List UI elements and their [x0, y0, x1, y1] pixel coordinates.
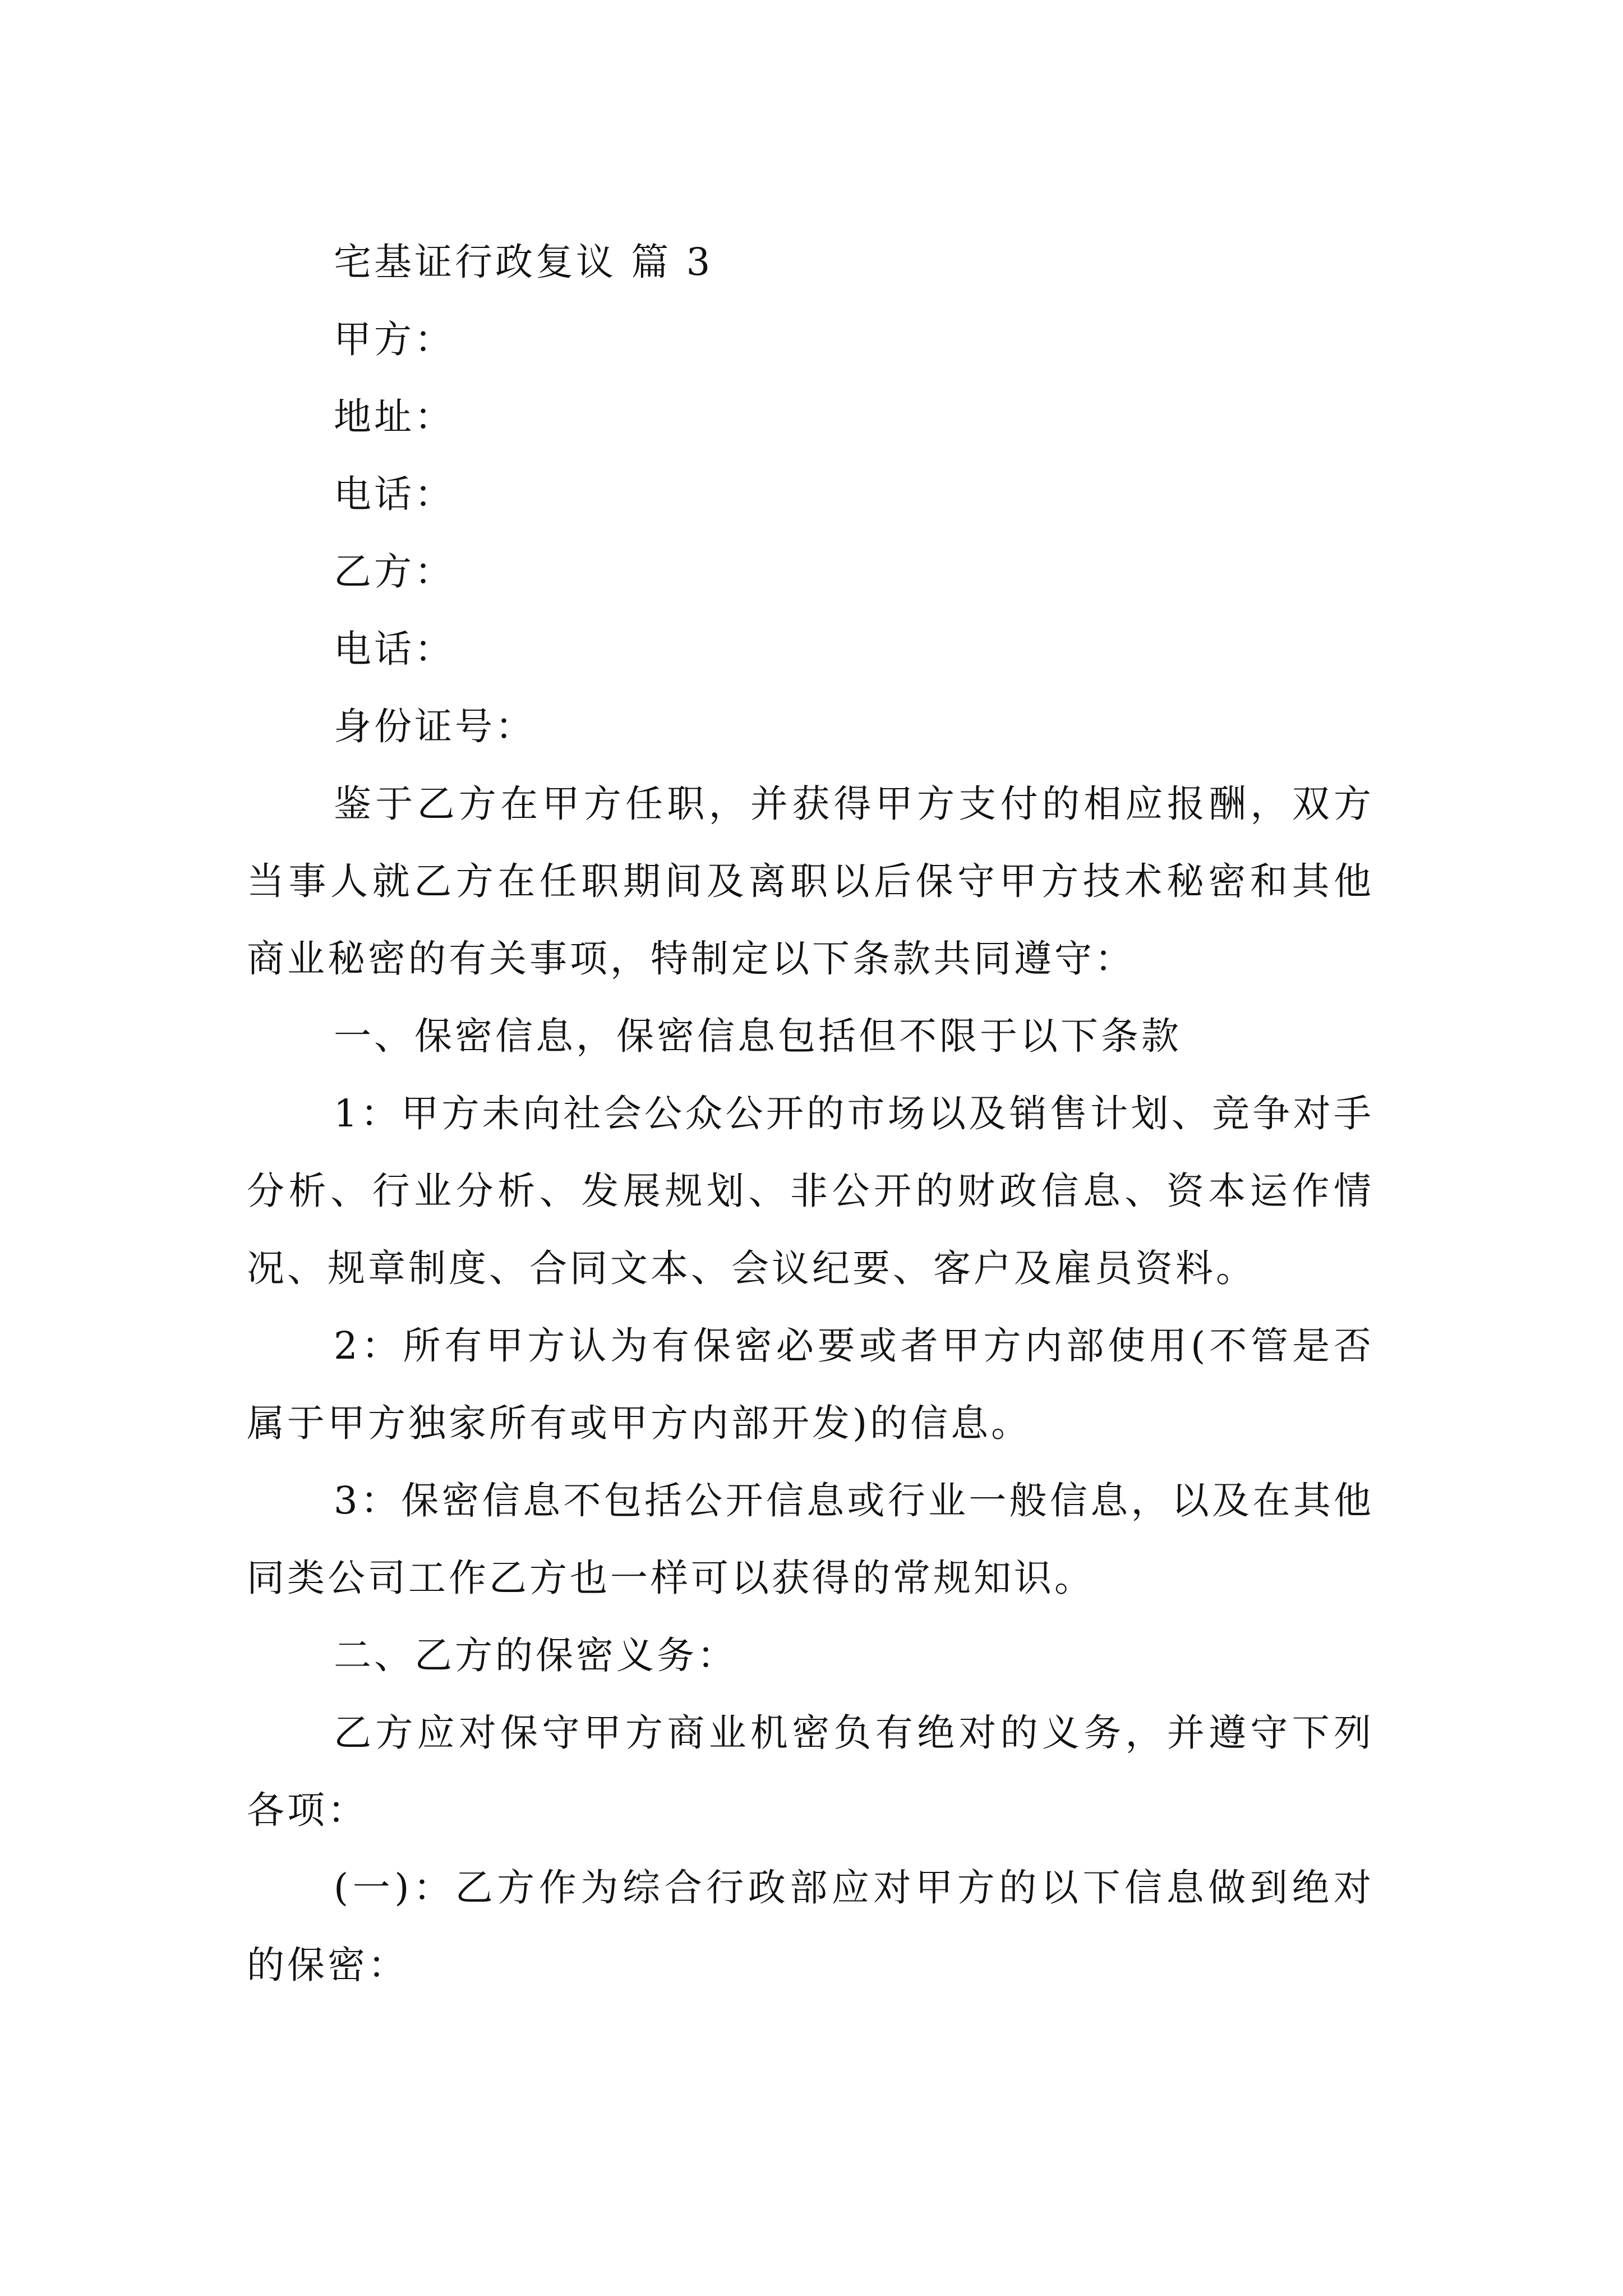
clause-2: 2：所有甲方认为有保密必要或者甲方内部使用(不管是否属于甲方独家所有或甲方内部开发)的信息。 [247, 1324, 1374, 1445]
clause-3: 3：保密信息不包括公开信息或行业一般信息，以及在其他同类公司工作乙方也一样可以获得的常规知识。 [247, 1479, 1374, 1600]
section-heading-2: 二、乙方的保密义务： [334, 1634, 737, 1677]
paragraph-obligation: 乙方应对保守甲方商业机密负有绝对的义务，并遵守下列各项： [247, 1711, 1374, 1832]
field-id-number: 身份证号： [334, 705, 536, 748]
paragraph-preamble: 鉴于乙方在甲方任职，并获得甲方支付的相应报酬，双方当事人就乙方在任职期间及离职以后保守甲方技术秘密和其他商业秘密的有关事项，特制定以下条款共同遵守： [247, 782, 1374, 981]
clause-1: 1：甲方未向社会公众公开的市场以及销售计划、竞争对手分析、行业分析、发展规划、非公开的财政信息、资本运作情况、规章制度、合同文本、会议纪要、客户及雇员资料。 [247, 1092, 1374, 1290]
sub-clause-1: (一)：乙方作为综合行政部应对甲方的以下信息做到绝对的保密： [247, 1866, 1374, 1987]
field-address: 地址： [334, 395, 455, 439]
document-body [247, 223, 1374, 2004]
field-phone-b: 电话： [334, 627, 455, 671]
field-phone-a: 电话： [334, 472, 455, 516]
field-party-a: 甲方： [334, 318, 455, 361]
document-title: 宅基证行政复议 篇 3 [334, 240, 713, 284]
section-heading-1: 一、保密信息，保密信息包括但不限于以下条款 [334, 1014, 1182, 1058]
field-party-b: 乙方： [334, 550, 455, 593]
